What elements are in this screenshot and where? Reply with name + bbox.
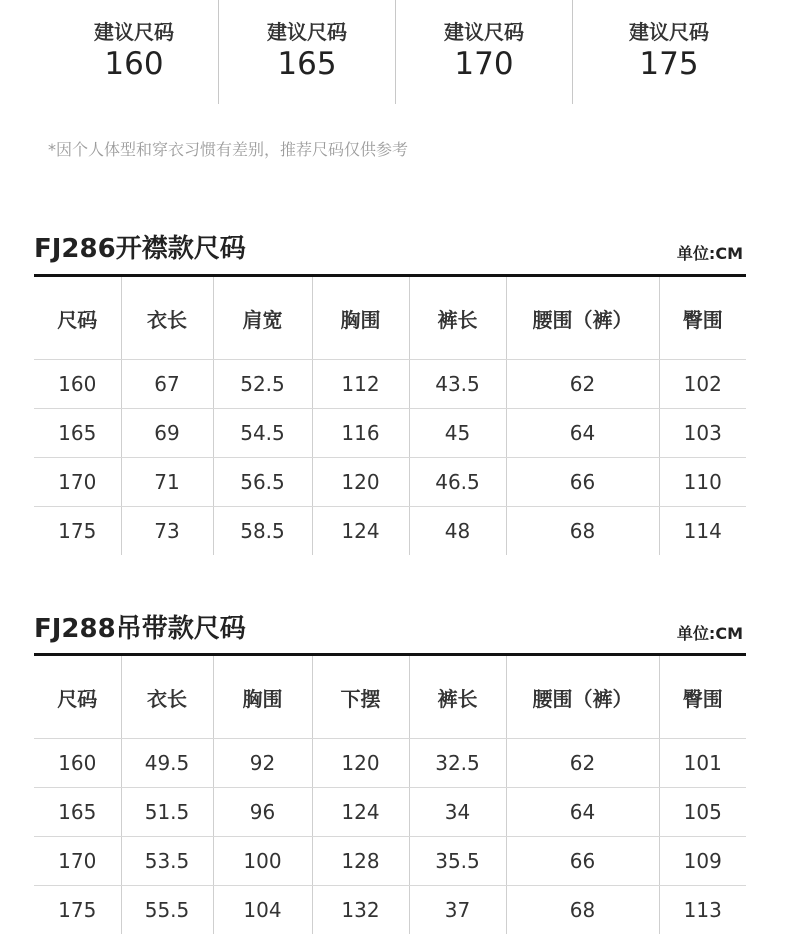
table-cell: 170 (34, 458, 121, 507)
table-row (34, 886, 746, 935)
table-cell: 73 (121, 507, 213, 556)
table-row (34, 507, 746, 556)
table-cell: 32.5 (409, 739, 506, 788)
header-chest: 胸围 (312, 277, 409, 360)
table-row (34, 409, 746, 458)
table-cell: 165 (34, 409, 121, 458)
header-chest: 胸围 (213, 656, 312, 739)
recommended-size-value: 160 (104, 46, 164, 82)
size-table-fj288 (34, 656, 746, 934)
header-pants-length: 裤长 (409, 277, 506, 360)
table-cell: 62 (506, 739, 659, 788)
size-disclaimer-note: *因个人体型和穿衣习惯有差别，推荐尺码仅供参考 (48, 140, 409, 159)
table-cell: 113 (659, 886, 746, 935)
table-row (34, 458, 746, 507)
header-waist: 腰围（裤） (506, 656, 659, 739)
table-cell: 62 (506, 360, 659, 409)
table-cell: 175 (58, 519, 97, 543)
table-cell: 64 (506, 409, 659, 458)
table-cell: 112 (312, 360, 409, 409)
table-row (34, 739, 746, 788)
table-cell: 67 (121, 360, 213, 409)
table-cell: 120 (312, 458, 409, 507)
table-cell: 128 (312, 837, 409, 886)
header-hem: 下摆 (312, 656, 409, 739)
table-row (34, 788, 746, 837)
table-cell: 66 (506, 458, 659, 507)
table-cell: 55.5 (121, 886, 213, 935)
recommended-size-value: 170 (454, 46, 514, 82)
table-cell: 114 (659, 507, 746, 556)
table-cell: 64 (506, 788, 659, 837)
table-cell: 66 (506, 837, 659, 886)
table-cell: 68 (506, 886, 659, 935)
table-cell: 124 (312, 507, 409, 556)
table-cell: 54.5 (213, 409, 312, 458)
table-cell: 103 (659, 409, 746, 458)
header-length: 衣长 (121, 656, 213, 739)
table-cell: 96 (213, 788, 312, 837)
recommended-label: 建议尺码 (444, 20, 524, 44)
table-cell: 132 (312, 886, 409, 935)
table-cell: 56.5 (213, 458, 312, 507)
table-cell: 116 (312, 409, 409, 458)
table-cell: 120 (312, 739, 409, 788)
table-cell: 46.5 (409, 458, 506, 507)
recommended-label: 建议尺码 (94, 20, 174, 44)
recommended-label: 建议尺码 (629, 20, 709, 44)
table-cell: 37 (409, 886, 506, 935)
header-length: 衣长 (121, 277, 213, 360)
table-header-row (34, 277, 746, 360)
table-cell: 110 (659, 458, 746, 507)
table-cell: 100 (213, 837, 312, 886)
table-cell: 69 (121, 409, 213, 458)
table-cell: 165 (34, 788, 121, 837)
table-cell: 68 (506, 507, 659, 556)
recommended-sizes (50, 0, 760, 104)
table-cell: 49.5 (121, 739, 213, 788)
recommended-size-175 (573, 0, 765, 104)
table-cell: 175 (58, 898, 97, 922)
table-cell: 52.5 (213, 360, 312, 409)
table-cell: 160 (34, 739, 121, 788)
table-cell: 101 (659, 739, 746, 788)
table2-title: FJ288吊带款尺码 (34, 614, 246, 644)
table-cell: 105 (659, 788, 746, 837)
header-hip: 臀围 (659, 277, 746, 360)
table-cell: 58.5 (213, 507, 312, 556)
recommended-size-170 (396, 0, 572, 104)
table-cell: 124 (312, 788, 409, 837)
recommended-label: 建议尺码 (267, 20, 347, 44)
table-row (34, 360, 746, 409)
table-cell: 160 (34, 360, 121, 409)
table1-title: FJ286开襟款尺码 (34, 234, 246, 264)
recommended-size-value: 175 (639, 46, 699, 82)
table-cell: 92 (213, 739, 312, 788)
recommended-size-160 (50, 0, 218, 104)
table-cell: 43.5 (409, 360, 506, 409)
table-cell: 53.5 (121, 837, 213, 886)
recommended-size-value: 165 (277, 46, 337, 82)
header-waist: 腰围（裤） (506, 277, 659, 360)
table-cell: 104 (213, 886, 312, 935)
table-header-row (34, 656, 746, 739)
table-row (34, 837, 746, 886)
table-cell: 102 (659, 360, 746, 409)
header-shoulder: 肩宽 (213, 277, 312, 360)
table-cell: 35.5 (409, 837, 506, 886)
table2-unit: 单位:CM (676, 624, 743, 643)
table-cell: 71 (121, 458, 213, 507)
header-pants-length: 裤长 (409, 656, 506, 739)
table1-unit: 单位:CM (676, 244, 743, 263)
table-cell: 109 (659, 837, 746, 886)
recommended-size-165 (219, 0, 395, 104)
table-cell: 48 (409, 507, 506, 556)
table-cell: 34 (409, 788, 506, 837)
header-size: 尺码 (34, 656, 121, 739)
header-hip: 臀围 (659, 656, 746, 739)
table-cell: 45 (409, 409, 506, 458)
table-cell: 51.5 (121, 788, 213, 837)
table-cell: 170 (34, 837, 121, 886)
size-table-fj286 (34, 277, 746, 555)
header-size: 尺码 (34, 277, 121, 360)
